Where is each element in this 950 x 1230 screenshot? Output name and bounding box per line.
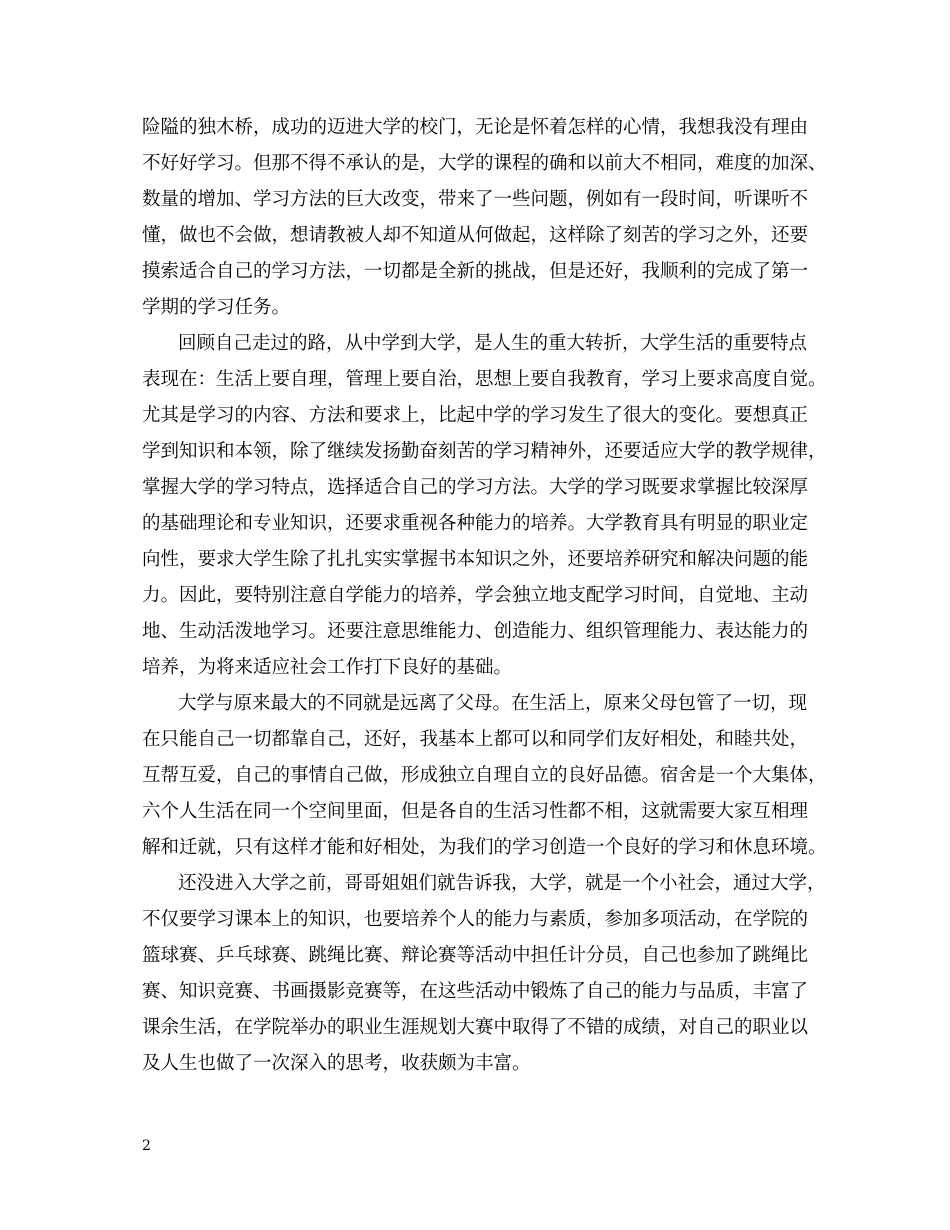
text-line: 课余生活，在学院举办的职业生涯规划大赛中取得了不错的成绩，对自己的职业以: [142, 1017, 809, 1038]
text-line: 学期的学习任务。: [142, 297, 291, 318]
text-line: 摸索适合自己的学习方法，一切都是全新的挑战，但是还好，我顺利的完成了第一: [142, 261, 809, 282]
text-line: 培养，为将来适应社会工作打下良好的基础。: [142, 657, 513, 678]
text-line: 在只能自己一切都靠自己，还好，我基本上都可以和同学们友好相处，和睦共处，: [142, 729, 809, 750]
text-line: 懂，做也不会做，想请教被人却不知道从何做起，这样除了刻苦的学习之外，还要: [142, 225, 809, 246]
text-line: 力。因此，要特别注意自学能力的培养，学会独立地支配学习时间，自觉地、主动: [142, 585, 809, 606]
text-line: 赛、知识竞赛、书画摄影竞赛等，在这些活动中锻炼了自己的能力与品质，丰富了: [142, 981, 809, 1002]
text-line: 互帮互爱，自己的事情自己做，形成独立自理自立的良好品德。宿舍是一个大集体，: [142, 765, 827, 786]
paragraph-first-line: 回顾自己走过的路，从中学到大学，是人生的重大转折，大学生活的重要特点: [178, 333, 808, 354]
paragraph-first-line: 大学与原来最大的不同就是远离了父母。在生活上，原来父母包管了一切，现: [178, 693, 808, 714]
text-line: 向性，要求大学生除了扎扎实实掌握书本知识之外，还要培养研究和解决问题的能: [142, 549, 809, 570]
text-line: 六个人生活在同一个空间里面，但是各自的生活习性都不相，这就需要大家互相理: [142, 801, 809, 822]
text-line: 不仅要学习课本上的知识，也要培养个人的能力与素质，参加多项活动，在学院的: [142, 909, 809, 930]
text-line: 数量的增加、学习方法的巨大改变，带来了一些问题，例如有一段时间，听课听不: [142, 189, 809, 210]
text-line: 掌握大学的学习特点，选择适合自己的学习方法。大学的学习既要求掌握比较深厚: [142, 477, 809, 498]
text-line: 表现在：生活上要自理，管理上要自治，思想上要自我教育，学习上要求高度自觉。: [142, 369, 827, 390]
text-line: 篮球赛、乒乓球赛、跳绳比赛、辩论赛等活动中担任计分员，自己也参加了跳绳比: [142, 945, 809, 966]
page-number: 2: [142, 1138, 151, 1154]
text-line: 地、生动活泼地学习。还要注意思维能力、创造能力、组织管理能力、表达能力的: [142, 621, 809, 642]
paragraph-first-line: 还没进入大学之前，哥哥姐姐们就告诉我，大学，就是一个小社会，通过大学，: [178, 873, 826, 894]
text-line: 险隘的独木桥，成功的迈进大学的校门，无论是怀着怎样的心情，我想我没有理由: [142, 117, 809, 138]
text-line: 解和迁就，只有这样才能和好相处，为我们的学习创造一个良好的学习和休息环境。: [142, 837, 827, 858]
text-line: 的基础理论和专业知识，还要求重视各种能力的培养。大学教育具有明显的职业定: [142, 513, 809, 534]
text-line: 尤其是学习的内容、方法和要求上，比起中学的学习发生了很大的变化。要想真正: [142, 405, 809, 426]
text-line: 学到知识和本领，除了继续发扬勤奋刻苦的学习精神外，还要适应大学的教学规律，: [142, 441, 827, 462]
text-line: 及人生也做了一次深入的思考，收获颇为丰富。: [142, 1053, 531, 1074]
text-line: 不好好学习。但那不得不承认的是，大学的课程的确和以前大不相同，难度的加深、: [142, 153, 827, 174]
